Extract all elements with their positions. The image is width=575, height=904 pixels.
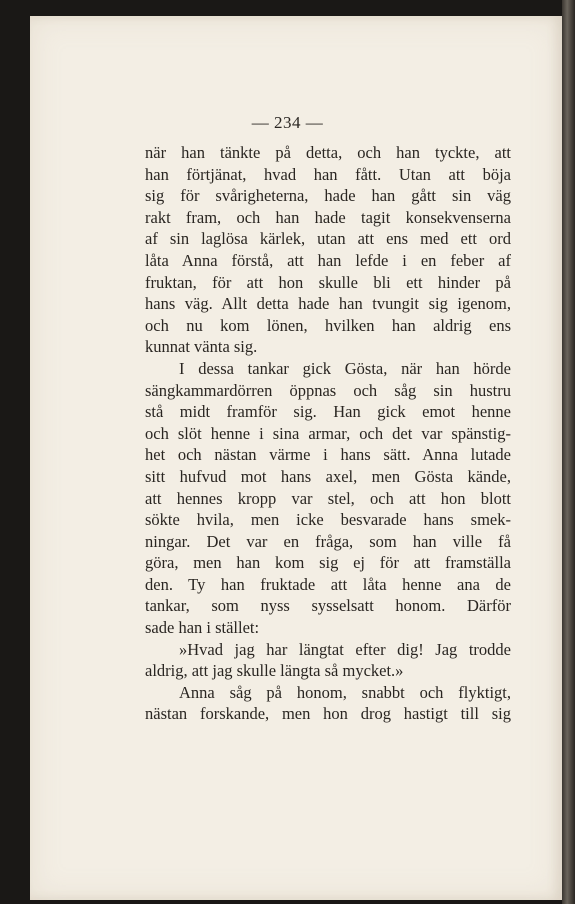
text-line: sökte hvila, men icke besvarade hans smek- [145, 510, 511, 530]
text-line: aldrig, att jag skulle längta så mycket.» [145, 661, 404, 681]
text-line: nästan forskande, men hon drog hastigt till sig [145, 704, 511, 724]
text-line: sitt hufvud mot hans axel, men Gösta kände, [145, 466, 511, 486]
text-line: och slöt henne i sina armar, och det var spänstig- [145, 423, 511, 443]
text-line: sig för svårigheterna, hade han gått sin väg [145, 186, 511, 206]
text-line: han förtjänat, hvad han fått. Utan att böja [145, 164, 511, 184]
page-number: — 234 — [251, 113, 324, 132]
text-line: af sin laglösa kärlek, utan att ens med ett ord [145, 229, 511, 249]
text-line: hans väg. Allt detta hade han tvungit sig igenom, [145, 294, 511, 314]
text-line: och nu kom lönen, hvilken han aldrig ens [145, 315, 511, 335]
text-line: sängkammardörren öppnas och såg sin hustru [145, 380, 511, 400]
text-line: att hennes kropp var stel, och att hon blott [145, 488, 511, 508]
body-text [145, 142, 511, 725]
book-edge [562, 0, 575, 904]
text-line: »Hvad jag har längtat efter dig! Jag trodde [179, 639, 511, 659]
text-line: stå midt framför sig. Han gick emot henne [145, 402, 511, 422]
text-line: låta Anna förstå, att han lefde i en feber af [145, 250, 511, 270]
text-line: Anna såg på honom, snabbt och flyktigt, [179, 682, 511, 702]
text-line: I dessa tankar gick Gösta, när han hörde [179, 358, 511, 378]
text-line: fruktan, för att hon skulle bli ett hinder på [145, 272, 511, 292]
text-line: den. Ty han fruktade att låta henne ana de [145, 574, 511, 594]
text-line: kunnat vänta sig. [145, 337, 258, 357]
text-line: när han tänkte på detta, och han tyckte, att [145, 143, 511, 162]
text-line: göra, men han kom sig ej för att framställa [145, 553, 511, 573]
text-line: rakt fram, och han hade tagit konsekvenserna [145, 207, 511, 227]
text-line: het och nästan värme i hans sätt. Anna lutade [145, 445, 511, 465]
text-line: sade han i stället: [145, 618, 260, 638]
text-line: ningar. Det var en fråga, som han ville få [145, 531, 511, 551]
text-line: tankar, som nyss sysselsatt honom. Därför [145, 596, 511, 616]
